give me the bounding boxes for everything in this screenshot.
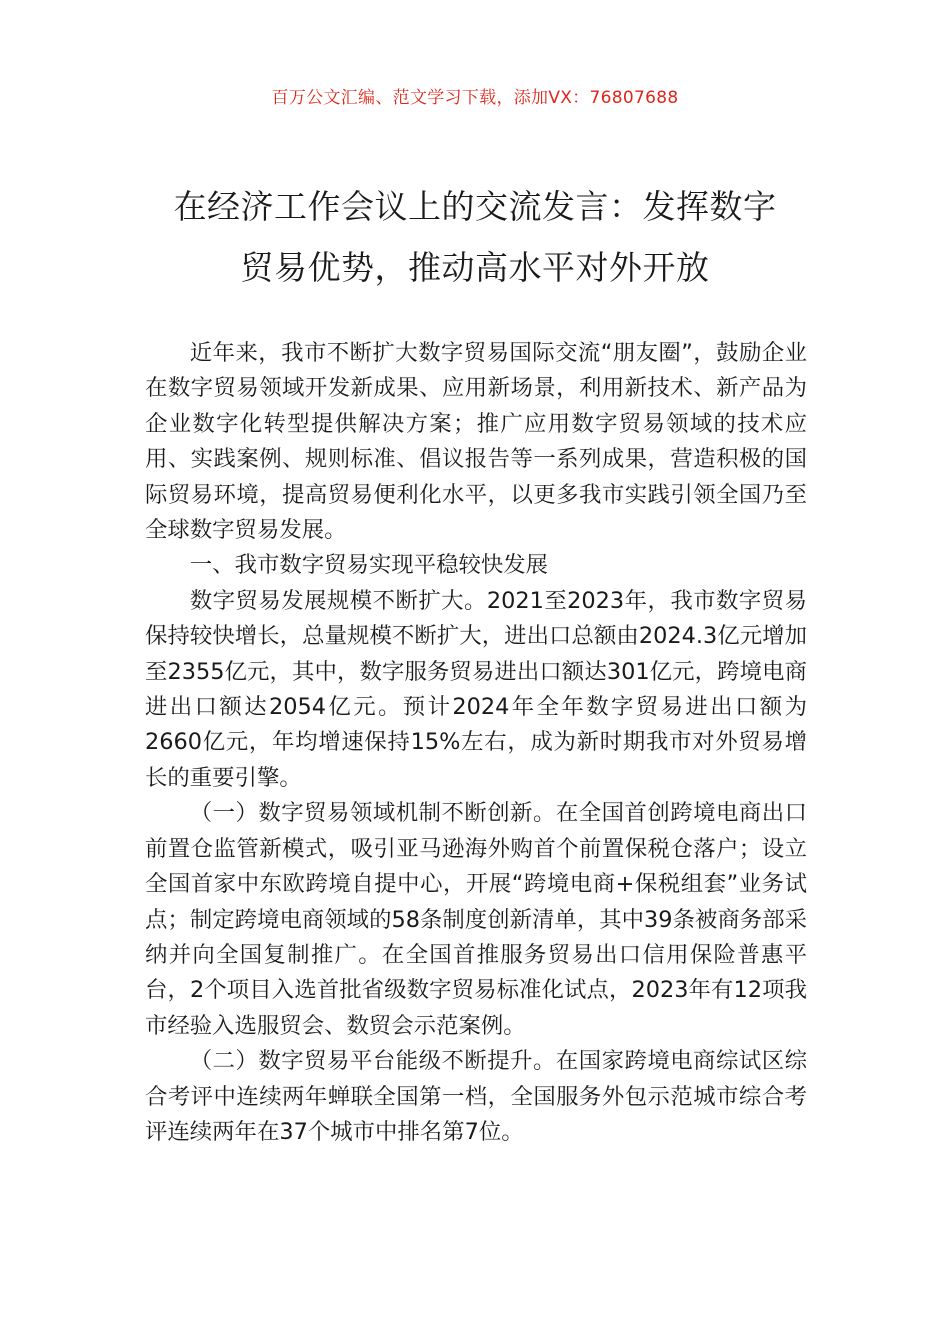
paragraph-platform: （二）数字贸易平台能级不断提升。在国家跨境电商综试区综合考评中连续两年蝉联全国第一档，全国服务外包示范城市综合考评连续两年在37个城市中排名第7位。 [145, 1048, 807, 1145]
paragraph-scale: 数字贸易发展规模不断扩大。2021至2023年，我市数字贸易保持较快增长，总量规模不断扩大，进出口总额由2024.3亿元增加至2355亿元，其中，数字服务贸易进出口额达301亿元，跨境电商进出口额达2054亿元。预计2024年全年数字贸易进出口额为2660亿元，年均增速保持15%左右，成为新时期我市对外贸易增长的重要引擎。 [145, 587, 807, 791]
document-body [145, 336, 807, 1150]
paragraph-intro: 近年来，我市不断扩大数字贸易国际交流“朋友圈”，鼓励企业在数字贸易领域开发新成果、应用新场景，利用新技术、新产品为企业数字化转型提供解决方案；推广应用数字贸易领域的技术应用、实践案例、规则标准、倡议报告等一系列成果，营造积极的国际贸易环境，提高贸易便利化水平，以更多我市实践引领全国乃至全球数字贸易发展。 [145, 340, 807, 544]
section-heading-1: 一、我市数字贸易实现平稳较快发展 [189, 552, 549, 579]
document-title [140, 176, 810, 298]
header-watermark-note: 百万公文汇编、范文学习下载，添加VX：76807688 [271, 88, 679, 108]
paragraph-mechanism: （一）数字贸易领域机制不断创新。在全国首创跨境电商出口前置仓监管新模式，吸引亚马逊海外购首个前置保税仓落户；设立全国首家中东欧跨境自提中心，开展“跨境电商+保税组套”业务试点；制定跨境电商领域的58条制度创新清单，其中39条被商务部采纳并向全国复制推广。在全国首推服务贸易出口信用保险普惠平台，2个项目入选首批省级数字贸易标准化试点，2023年有12项我市经验入选服贸会、数贸会示范案例。 [145, 800, 807, 1039]
title-line-1: 在经济工作会议上的交流发言：发挥数字 [173, 187, 777, 226]
title-line-2: 贸易优势，推动高水平对外开放 [240, 248, 710, 287]
